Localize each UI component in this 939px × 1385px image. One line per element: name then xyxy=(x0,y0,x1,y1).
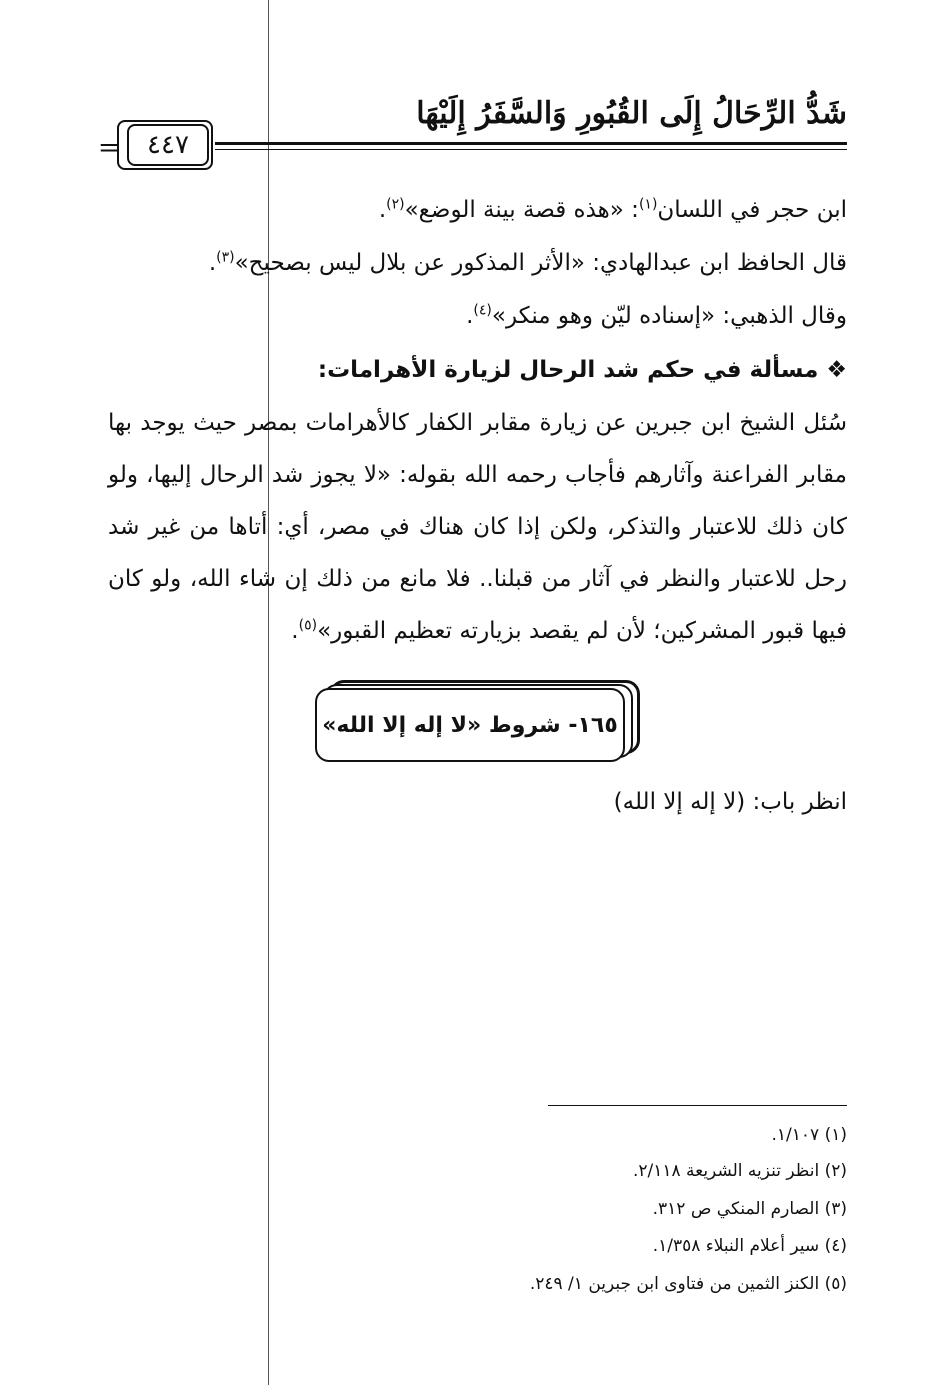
running-title: شَدُّ الرِّحَالُ إِلَى القُبُورِ وَالسَّفَرُ إِلَيْهَا xyxy=(416,96,847,131)
footnote-1: (١) ١/١٠٧. xyxy=(771,1125,847,1145)
text-line-2: قال الحافظ ابن عبدالهادي: «الأثر المذكور عن بلال ليس بصحيح»$^{(٣)}$. xyxy=(208,249,847,276)
footnote-4: (٤) سير أعلام النبلاء ١/٣٥٨. xyxy=(652,1236,847,1256)
footnote-separator xyxy=(548,1105,847,1106)
text-line-3: وقال الذهبي: «إسناده ليّن وهو منكر»$^{(٤)}$. xyxy=(466,302,847,329)
footnote-ref-4: (٤) xyxy=(473,302,492,319)
see-also-reference: انظر باب: (لا إله إلا الله) xyxy=(613,789,847,815)
header-rule-thin xyxy=(215,149,847,150)
topic-box-label: ١٦٥- شروط «لا إله إلا الله» xyxy=(322,712,618,738)
footnote-3: (٣) الصارم المنكي ص ٣١٢. xyxy=(652,1199,847,1219)
header-rule-thick xyxy=(215,142,847,145)
footnote-ref-2: (٢) xyxy=(386,196,405,213)
footnote-5: (٥) الكنز الثمين من فتاوى ابن جبرين ١/ ٢٤٩. xyxy=(529,1274,847,1294)
text-line-1: ابن حجر في اللسان$^{(١)}$: «هذه قصة بينة الوضع»$^{(٢)}$. xyxy=(378,196,847,223)
footnote-2: (٢) انظر تنزيه الشريعة ٢/١١٨. xyxy=(632,1161,847,1181)
header-edge-mark: = xyxy=(98,133,120,163)
page-number: ٤٤٧ xyxy=(127,124,209,166)
scan-fold-line xyxy=(268,0,269,1385)
footnote-ref-1: (١) xyxy=(638,196,658,213)
footnote-ref-3: (٣) xyxy=(216,249,235,266)
topic-box xyxy=(315,688,625,762)
section-heading: ❖ مسألة في حكم شد الرحال لزيارة الأهرامات: xyxy=(317,357,847,383)
body-paragraph: سُئل الشيخ ابن جبرين عن زيارة مقابر الكفار كالأهرامات بمصر حيث يوجد بها مقابر الفراعنة وآثارهم فأجاب رحمه الله بقوله: «لا يجوز شد الرحال إليها، ولو كان ذلك للاعتبار والتذكر، ولكن إذا كان هناك في مصر، أي: أتاها من غير شد رحل للاعتبار والنظر في آثار من قبلنا.. فلا مانع من ذلك إن شاء الله، ولو كان فيها قبور المشركين؛ لأن لم يقصد بزيارته تعظيم القبور»$^{(٥)}$. xyxy=(108,410,847,644)
footnote-ref-5: (٥) xyxy=(298,617,318,634)
